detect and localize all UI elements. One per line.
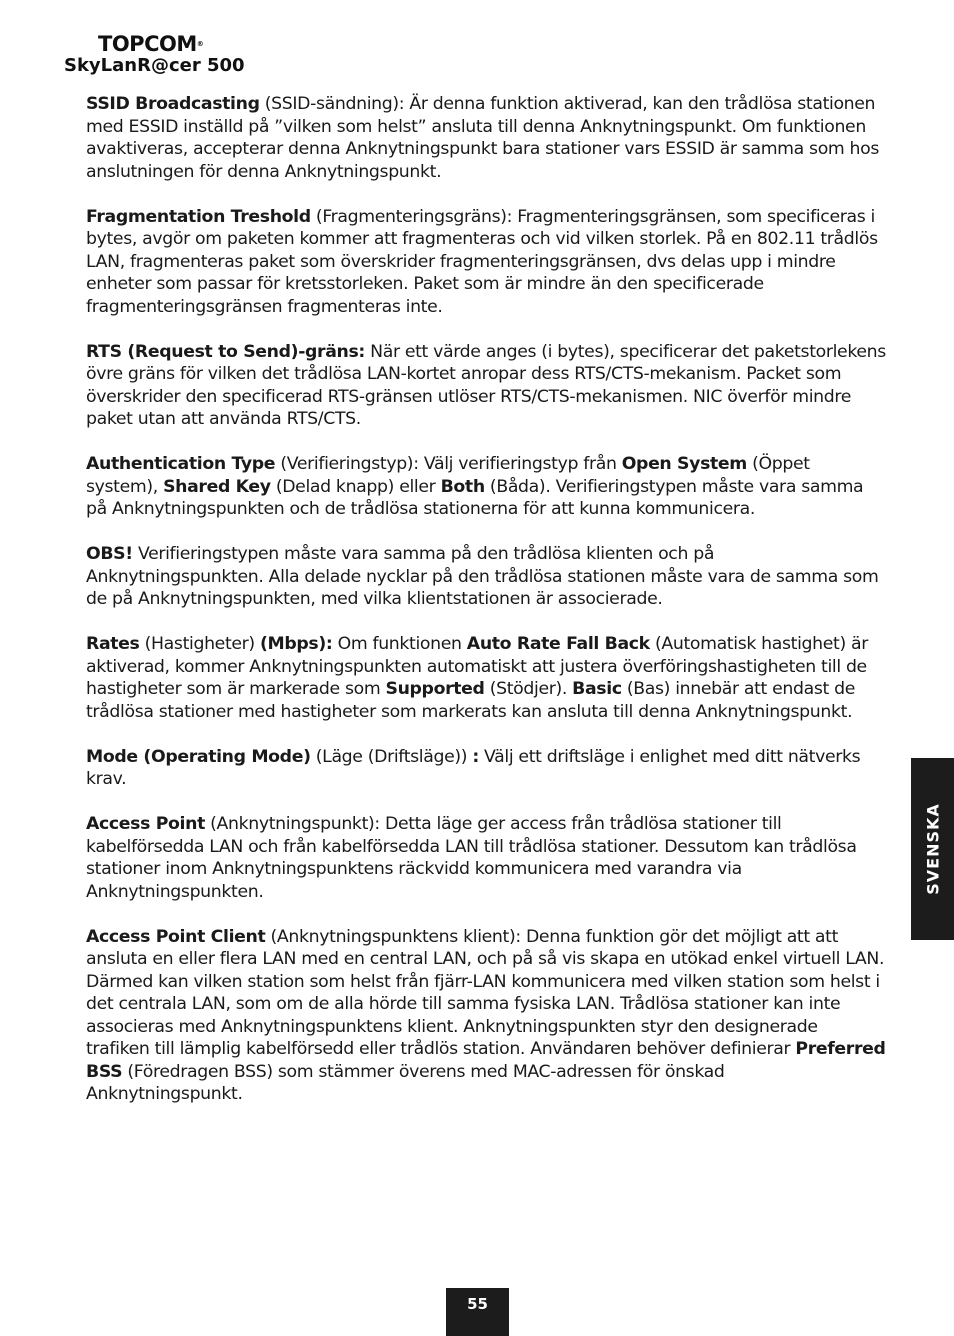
term-bold: Open System (621, 454, 747, 474)
paragraph (86, 746, 886, 791)
paragraph-text: (Automatisk hastighet) är aktiverad, kommer Anknytningspunkten automatiskt att justera överföringshastigheten till de hastigheter som är markerade som (86, 634, 868, 699)
term-bold: Supported (385, 679, 485, 699)
paragraph-text: (Föredragen BSS) som stämmer överens med MAC-adressen för önskad Anknytningspunkt. (86, 1061, 725, 1104)
term-bold: : (472, 746, 479, 767)
paragraph-text: (Bas) innebär att endast de trådlösa stationer med hastigheter som markerats kan ansluta till denna Anknytningspunkt. (86, 679, 855, 722)
paragraph (86, 93, 886, 183)
page-number: 55 (446, 1288, 509, 1336)
term-bold: Authentication Type (86, 454, 276, 474)
paragraph-text: (Fragmenteringsgräns): Fragmenteringsgränsen, som specificeras i bytes, avgör om paketen kommer att fragmenteras och vid vilken storlek. På en 802.11 trådlös LAN, fragmenteras paket som överskrider fragmenteringsgränsen, dvs delas upp i mindre enheter som passar för kretsstorleken. Paket som är mindre än den specificerade fragmenteringsgränsen fragmenteras inte. (86, 206, 878, 317)
paragraph-text: När ett värde anges (i bytes), specificerar det paketstorlekens övre gräns för vilken det trådlösa LAN-kortet anropar dess RTS/CTS-mekanism. Packet som överskrider den specificerad RTS-gränsen utlöser RTS/CTS-mekanismen. NIC överför mindre paket utan att använda RTS/CTS. (86, 341, 886, 429)
term-bold: Access Point Client (86, 926, 266, 947)
term-bold: Mode (Operating Mode) (86, 746, 311, 767)
term-bold: Fragmentation Treshold (86, 206, 311, 227)
product-name: SkyLanR@cer 500 (64, 55, 245, 76)
topcom-logo (98, 33, 245, 55)
paragraph-text: (Båda). Verifieringstypen måste vara samma på Anknytningspunkten och de trådlösa stationerna för att kunna kommunicera. (86, 476, 864, 519)
paragraph (86, 633, 886, 723)
paragraph (86, 543, 886, 611)
term-bold: Preferred BSS (86, 1039, 886, 1082)
paragraph-text: Om funktionen (332, 634, 467, 654)
term-bold: Shared Key (163, 476, 271, 497)
trademark-symbol: ® (196, 40, 204, 48)
page-header (64, 33, 245, 77)
paragraph-text: (Delad knapp) eller (270, 476, 441, 497)
document-body (86, 93, 886, 1128)
paragraph-text: (SSID-sändning): Är denna funktion aktiverad, kan den trådlösa stationen med ESSID inställd på ”vilken som helst” ansluta till denna Anknytningspunkt. Om funktionen avaktiveras, accepterar denna Anknytningspunkt bara stationer vars ESSID är samma som hos anslutningen för denna Anknytningspunkt. (86, 94, 880, 182)
paragraph-text: (Läge (Driftsläge)) (310, 746, 473, 767)
term-bold: SSID Broadcasting (86, 94, 260, 114)
term-bold: Basic (572, 679, 622, 699)
paragraph (86, 813, 886, 903)
paragraph-text: Verifieringstypen måste vara samma på den trådlösa klienten och på Anknytningspunkten. Alla delade nycklar på den trådlösa stationen måste vara de samma som de på Anknytningspunkten, med vilka klientstationen är associerade. (86, 544, 879, 609)
term-bold: Access Point (86, 814, 205, 834)
term-bold: (Mbps): (259, 634, 333, 654)
term-bold: Auto Rate Fall Back (466, 634, 650, 654)
language-tab-label: SVENSKA (923, 803, 942, 895)
paragraph-text: (Öppet system), (86, 454, 810, 497)
paragraph-text: (Verifieringstyp): Välj verifieringstyp från (275, 454, 622, 474)
language-tab (911, 758, 954, 940)
paragraph-text: (Anknytningspunktens klient): Denna funktion gör det möjligt att att ansluta en eller flera LAN med en central LAN, och på så vis skapa en utökad enkel virtuell LAN. Därmed kan vilken station som helst från fjärr-LAN kommunicera med vilken station som helst i det centrala LAN, som om de alla hörde till samma fysiska LAN. Trådlösa stationer kan inte associeras med Anknytningspunktens klient. Anknytningspunkten styr den designerade trafiken till lämplig kabelförsedd eller trådlös station. Användaren behöver definierar (86, 926, 885, 1059)
paragraph (86, 206, 886, 319)
paragraph-text: (Anknytningspunkt): Detta läge ger access från trådlösa stationer till kabelförsedda LAN och från kabelförsedda LAN till trådlösa stationer. Dessutom kan trådlösa stationer inom Anknytningspunktens räckvidd kommunicera med varandra via Anknytningspunkten. (86, 814, 857, 902)
paragraph-text: (Hastigheter) (139, 634, 260, 654)
paragraph-text: Välj ett driftsläge i enlighet med ditt nätverks krav. (86, 746, 861, 789)
term-bold: OBS! (86, 544, 133, 564)
term-bold: Rates (86, 634, 140, 654)
brand-name: TOPCOM (98, 32, 197, 56)
term-bold: Both (440, 476, 485, 497)
paragraph (86, 453, 886, 521)
term-bold: RTS (Request to Send)-gräns: (86, 341, 365, 362)
paragraph (86, 926, 886, 1106)
paragraph-text: (Stödjer). (484, 679, 573, 699)
paragraph (86, 341, 886, 431)
